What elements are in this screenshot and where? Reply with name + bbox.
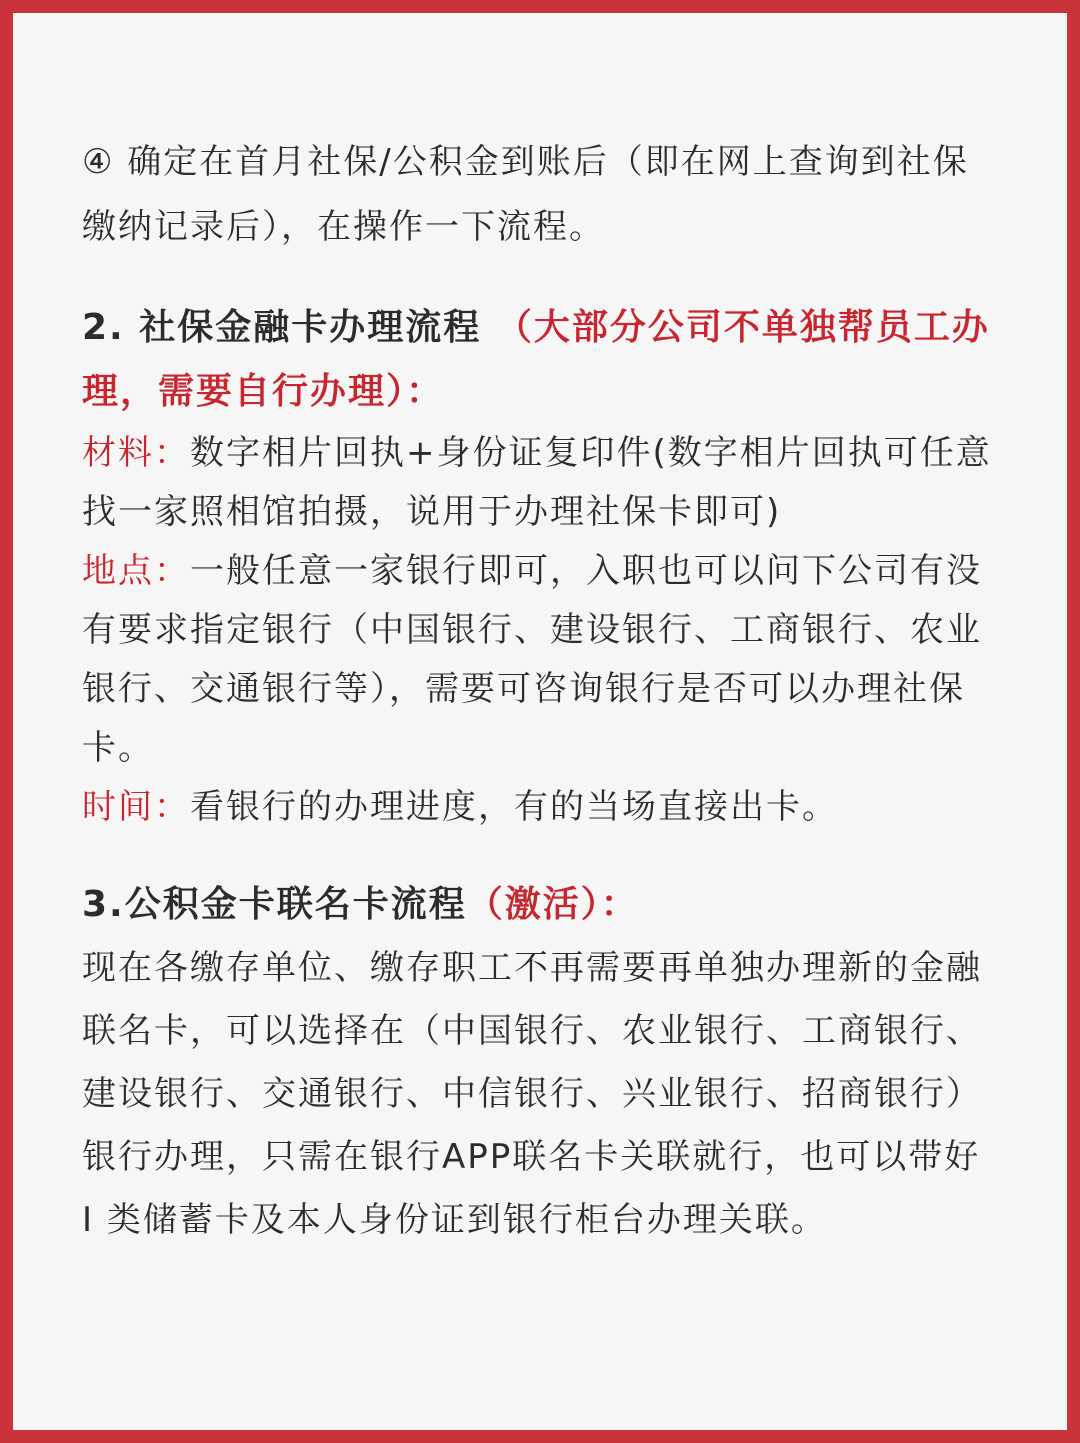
time-label: 时间： [82,787,190,827]
time-paragraph [82,778,992,837]
section-2-heading-prefix: 2. 社保金融卡办理流程 [82,307,482,348]
step-4-paragraph [82,130,992,260]
section-3-body-text: 现在各缴存单位、缴存职工不再需要再单独办理新的金融联名卡，可以选择在（中国银行、农业银行、工商银行、建设银行、交通银行、中信银行、兴业银行、招商银行）银行办理，只需在银行APP联名卡关联就行，也可以带好 I 类储蓄卡及本人身份证到银行柜台办理关联。 [82,948,982,1240]
location-paragraph [82,542,992,778]
section-3-heading [82,873,992,937]
location-label: 地点： [82,551,190,591]
section-2-heading [82,296,992,424]
materials-paragraph [82,424,992,542]
time-text: 看银行的办理进度，有的当场直接出卡。 [190,787,838,827]
materials-label: 材料： [82,433,190,473]
section-3-heading-prefix: 3.公积金卡联名卡流程 [82,884,467,925]
document-content [82,130,992,1252]
section-3-body [82,937,992,1252]
materials-text: 数字相片回执+身份证复印件(数字相片回执可任意找一家照相馆拍摄，说用于办理社保卡即可) [82,433,992,532]
location-text: 一般任意一家银行即可，入职也可以问下公司有没有要求指定银行（中国银行、建设银行、工商银行、农业银行、交通银行等），需要可咨询银行是否可以办理社保卡。 [82,551,982,768]
step-4-text: ④ 确定在首月社保/公积金到账后（即在网上查询到社保缴纳记录后），在操作一下流程。 [82,142,969,247]
section-3-heading-accent: （激活）： [466,884,639,925]
section-2-heading-accent: （大部分公司不单独帮员工办理，需要自行办理）： [82,307,990,412]
section-spacer [82,837,992,873]
